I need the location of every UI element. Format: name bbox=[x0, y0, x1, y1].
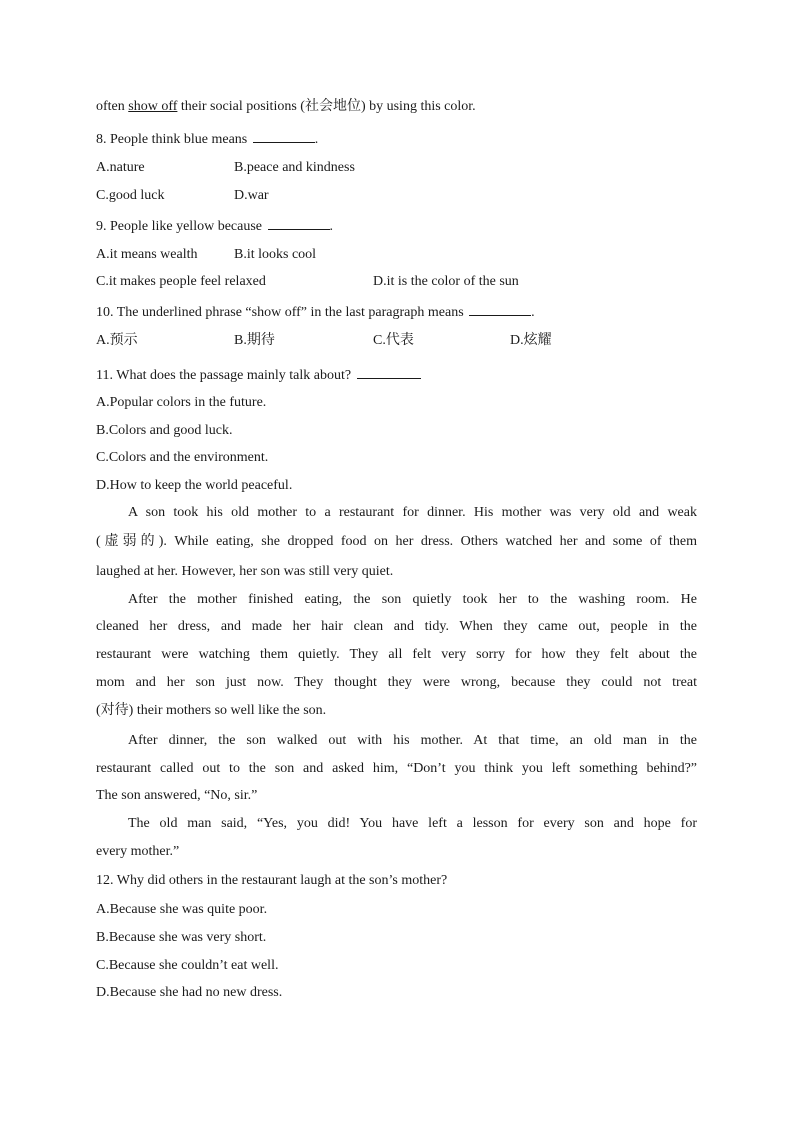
question-text: 8. People think blue means bbox=[96, 132, 251, 147]
option-10d: D.炫耀 bbox=[510, 333, 552, 348]
passage-line: The old man said, “Yes, you did! You have left a lesson for every son and hope for bbox=[128, 816, 697, 831]
option-12a: A.Because she was quite poor. bbox=[96, 902, 268, 917]
passage-line: After dinner, the son walked out with his mother. At that time, an old man in the bbox=[128, 733, 697, 748]
option-10a: A.预示 bbox=[96, 333, 138, 348]
passage-line: After the mother finished eating, the son quietly took her to the washing room. He bbox=[128, 592, 697, 607]
underlined-phrase: show off bbox=[128, 99, 178, 114]
option-10b: B.期待 bbox=[234, 333, 275, 348]
passage-line: every mother.” bbox=[96, 844, 180, 859]
punctuation: . bbox=[531, 305, 535, 320]
answer-blank[interactable] bbox=[469, 302, 531, 316]
option-9b: B.it looks cool bbox=[234, 247, 317, 262]
option-12b: B.Because she was very short. bbox=[96, 930, 267, 945]
question-text: 10. The underlined phrase “show off” in the last paragraph means bbox=[96, 305, 468, 320]
option-12c: C.Because she couldn’t eat well. bbox=[96, 958, 279, 973]
answer-blank[interactable] bbox=[357, 365, 421, 379]
punctuation: . bbox=[329, 219, 334, 234]
passage-line: (对待) their mothers so well like the son. bbox=[96, 703, 327, 718]
punctuation: . bbox=[314, 132, 319, 147]
question-8-stem bbox=[96, 129, 318, 149]
passage-line: cleaned her dress, and made her hair clean and tidy. When they came out, people in the bbox=[96, 619, 697, 634]
answer-blank[interactable] bbox=[268, 216, 330, 230]
option-11c: C.Colors and the environment. bbox=[96, 450, 269, 465]
question-9-stem bbox=[96, 216, 333, 236]
option-9c: C.it makes people feel relaxed bbox=[96, 274, 266, 289]
option-12d: D.Because she had no new dress. bbox=[96, 985, 283, 1000]
option-9a: A.it means wealth bbox=[96, 247, 198, 262]
question-text: 11. What does the passage mainly talk about? bbox=[96, 368, 355, 383]
question-10-stem bbox=[96, 302, 535, 322]
text-fragment: often bbox=[96, 99, 129, 114]
passage-line: A son took his old mother to a restaurant for dinner. His mother was very old and weak bbox=[128, 505, 697, 520]
option-11a: A.Popular colors in the future. bbox=[96, 395, 267, 410]
question-11-stem bbox=[96, 365, 421, 385]
option-10c: C.代表 bbox=[373, 333, 414, 348]
option-11b: B.Colors and good luck. bbox=[96, 423, 233, 438]
option-8d: D.war bbox=[234, 188, 269, 203]
passage-line: mom and her son just now. They thought they were wrong, because they could not treat bbox=[96, 675, 697, 690]
option-8b: B.peace and kindness bbox=[234, 160, 355, 175]
option-9d: D.it is the color of the sun bbox=[373, 274, 519, 289]
option-11d: D.How to keep the world peaceful. bbox=[96, 478, 293, 493]
question-text: 9. People like yellow because bbox=[96, 219, 266, 234]
passage-line: restaurant called out to the son and asked him, “Don’t you think you left something behind?” bbox=[96, 761, 697, 776]
text-fragment: their social positions (社会地位) by using this color. bbox=[177, 99, 476, 114]
passage-line: laughed at her. However, her son was still very quiet. bbox=[96, 564, 394, 579]
option-8c: C.good luck bbox=[96, 188, 165, 203]
passage-tail-line bbox=[96, 98, 476, 116]
passage-line: (虚弱的). While eating, she dropped food on her dress. Others watched her and some of them bbox=[96, 534, 697, 549]
passage-line: restaurant were watching them quietly. They all felt very sorry for how they felt about the bbox=[96, 647, 697, 662]
passage-line: The son answered, “No, sir.” bbox=[96, 788, 258, 803]
answer-blank[interactable] bbox=[253, 129, 315, 143]
question-12-stem: 12. Why did others in the restaurant laugh at the son’s mother? bbox=[96, 873, 448, 888]
option-8a: A.nature bbox=[96, 160, 145, 175]
